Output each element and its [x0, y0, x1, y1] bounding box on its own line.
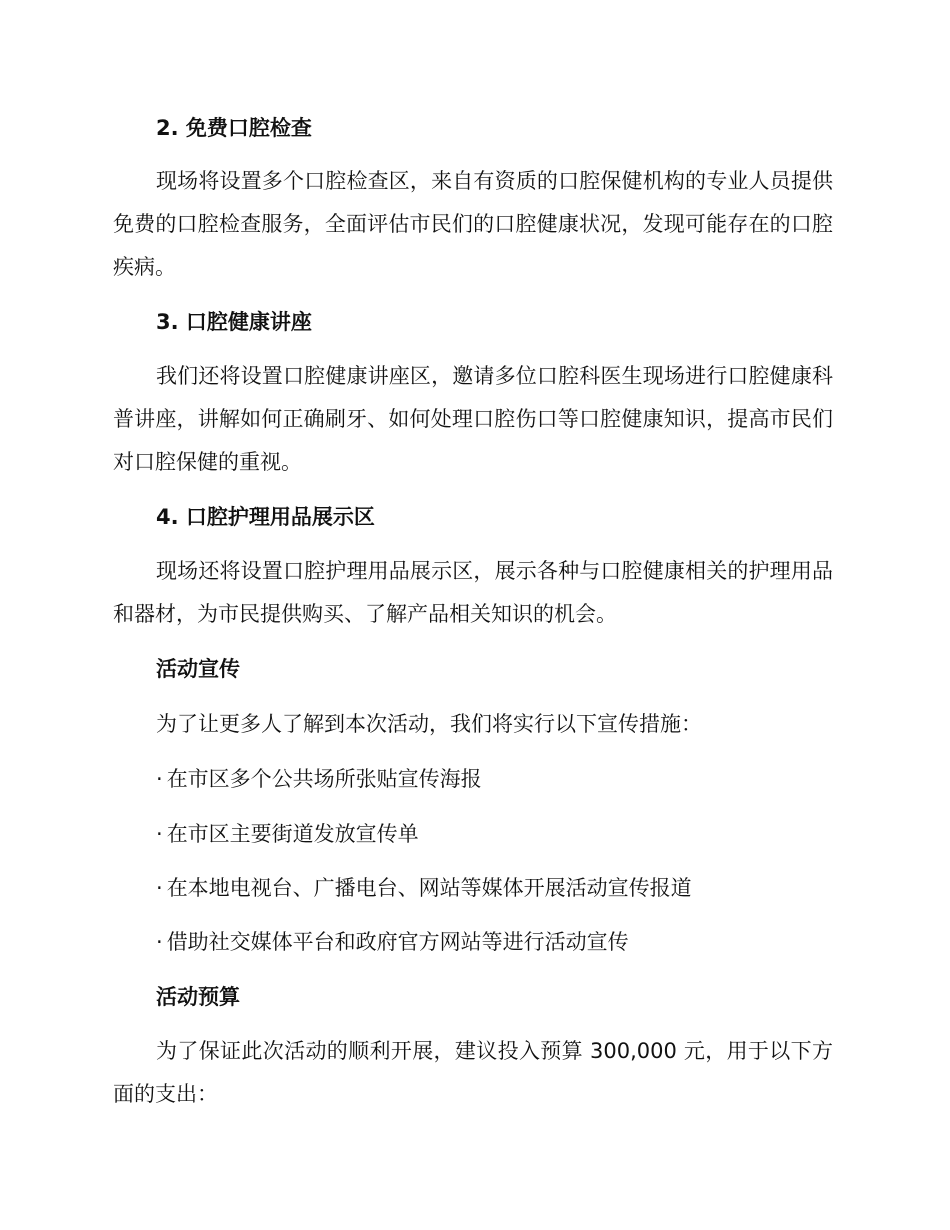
bullet-text: 在市区主要街道发放宣传单 [166, 822, 419, 846]
budget-paragraph: 为了保证此次活动的顺利开展，建议投入预算 300,000 元，用于以下方面的支出： [113, 1039, 833, 1106]
bullet-icon: · [156, 822, 163, 846]
promotion-bullet-item [156, 765, 482, 793]
bullet-text: 借助社交媒体平台和政府官方网站等进行活动宣传 [166, 930, 629, 954]
promotion-intro: 为了让更多人了解到本次活动，我们将实行以下宣传措施： [156, 712, 702, 736]
promotion-heading: 活动宣传 [156, 657, 240, 681]
promotion-bullet-item [156, 874, 692, 902]
section-heading: 4. 口腔护理用品展示区 [156, 505, 375, 529]
section-paragraph: 现场还将设置口腔护理用品展示区，展示各种与口腔健康相关的护理用品和器材，为市民提供购买、了解产品相关知识的机会。 [113, 559, 833, 626]
section-heading: 2. 免费口腔检查 [156, 116, 312, 140]
bullet-text: 在市区多个公共场所张贴宣传海报 [166, 767, 482, 791]
promotion-bullet-item [156, 928, 629, 956]
promotion-bullet-item [156, 820, 419, 848]
bullet-text: 在本地电视台、广播电台、网站等媒体开展活动宣传报道 [166, 876, 692, 900]
section-paragraph: 我们还将设置口腔健康讲座区，邀请多位口腔科医生现场进行口腔健康科普讲座，讲解如何正确刷牙、如何处理口腔伤口等口腔健康知识，提高市民们对口腔保健的重视。 [113, 364, 833, 474]
bullet-icon: · [156, 767, 163, 791]
section-heading: 3. 口腔健康讲座 [156, 310, 312, 334]
bullet-icon: · [156, 930, 163, 954]
budget-heading: 活动预算 [156, 985, 240, 1009]
section-paragraph: 现场将设置多个口腔检查区，来自有资质的口腔保健机构的专业人员提供免费的口腔检查服务，全面评估市民们的口腔健康状况，发现可能存在的口腔疾病。 [113, 169, 833, 279]
bullet-icon: · [156, 876, 163, 900]
